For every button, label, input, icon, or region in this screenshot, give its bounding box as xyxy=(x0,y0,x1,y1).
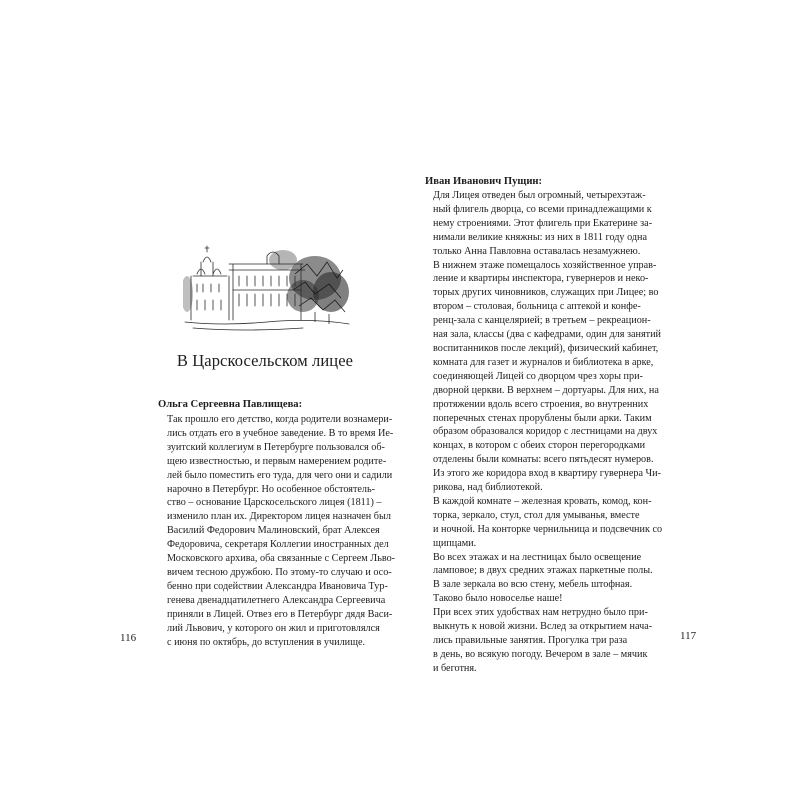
text-line: Федоровича, секретаря Коллегии иностранных дел xyxy=(167,539,389,551)
text-line: торка, зеркало, стул, стол для умыванья, вместе xyxy=(433,509,640,521)
text-line: нимали великие княжны: из них в 1811 году одна xyxy=(433,231,648,243)
text-line: нему строениями. Этот флигель при Екатерине за- xyxy=(433,217,653,229)
text-line: бенно при содействии Александра Ивановича Тур- xyxy=(167,580,388,592)
text-line: ренц-зала с канцелярией; в третьем – рекреацион- xyxy=(433,315,651,327)
text-line: ламповое; в двух средних этажах паркетные полы. xyxy=(433,565,653,577)
text-line: и ночной. На конторке чернильница и подсвечник со xyxy=(433,523,663,535)
text-line: В зале зеркала во всю стену, мебель штофная. xyxy=(433,579,633,591)
text-line: Во всех этажах и на лестницах было освещение xyxy=(433,551,642,563)
text-line: щею известностью, и первым намерением родите- xyxy=(167,455,387,467)
text-line: и беготня. xyxy=(433,662,477,674)
text-line: поперечных стенах прорублены были арки. Таким xyxy=(433,412,652,424)
text-line: втором – столовая, больница с аптекой и конфе- xyxy=(433,301,641,313)
text-line: генева двенадцатилетнего Александра Сергеевича xyxy=(167,594,386,606)
page-number-right: 117 xyxy=(680,630,697,642)
text-line: Из этого же коридора вход в квартиру гувернера Чи- xyxy=(433,468,662,480)
text-line: лись правильные занятия. Прогулка три раза xyxy=(433,635,628,646)
text-line: воспитанников после лекций), физический кабинет, xyxy=(433,342,659,354)
text-line: концах, в котором с обеих сторон перегородками xyxy=(433,440,646,452)
text-line: ный флигель дворца, со всеми принадлежащими к xyxy=(433,203,652,215)
text-line: зуитский коллегиум в Петербурге пользовался об- xyxy=(167,441,385,453)
author-right: Иван Иванович Пущин: xyxy=(425,176,543,187)
text-line: лий Львович, у которого он жил и приготовлялся xyxy=(167,622,380,634)
text-line: лей было поместить его туда, для чего они и садили xyxy=(167,469,393,481)
text-line: рикова, над библиотекой. xyxy=(433,482,543,494)
text-line: щипцами. xyxy=(433,537,477,549)
palace-sketch-icon xyxy=(183,234,351,334)
text-line: торых других чиновников, служащих при Лицее; во xyxy=(433,287,659,299)
text-line: Московского архива, оба связанные с Сергеем Льво- xyxy=(167,553,396,565)
text-line: ство – основание Царскосельского лицея (1811) – xyxy=(167,497,382,509)
text-line: образом образовался коридор с лестницами на двух xyxy=(433,426,658,438)
text-line: В нижнем этаже помещалось хозяйственное управ- xyxy=(433,259,657,271)
text-line: вичем тесною дружбою. По этому-то случаю и осо- xyxy=(167,566,392,578)
text-line: Василий Федорович Малиновский, брат Алексея xyxy=(167,525,380,537)
text-line: отделены были комнаты: всего пятьдесят нумеров. xyxy=(433,454,654,466)
text-line: протяжении вдоль всего строения, во внутренних xyxy=(433,398,649,410)
text-line: Таково было новоселье наше! xyxy=(433,593,563,605)
text-line: дворной церкви. В верхнем – дортуары. Для них, на xyxy=(433,384,659,396)
left-text-block xyxy=(167,413,396,649)
right-text-block xyxy=(433,189,669,676)
text-line: ление и квартиры инспектора, гувернеров и неко- xyxy=(433,273,649,285)
page-number-left: 116 xyxy=(120,632,137,644)
text-line: нарочно в Петербург. Но особенное обстоятель- xyxy=(167,483,376,495)
text-line: только Анна Павловна оставалась незамужнею. xyxy=(433,245,641,257)
text-line: комната для газет и журналов и библиотека в арке, xyxy=(433,356,654,368)
text-line: При всех этих удобствах нам нетрудно было при- xyxy=(433,607,648,619)
author-left: Ольга Сергеевна Павлищева: xyxy=(158,399,303,410)
text-line: с июня по октябрь, до вступления в училище. xyxy=(167,636,366,648)
chapter-title: В Царскосельском лицее xyxy=(176,351,354,370)
text-line: соединяющей Лицей со дворцом чрез хоры при- xyxy=(433,370,643,382)
text-line: Так прошло его детство, когда родители вознамери- xyxy=(167,414,393,425)
text-line: в день, во всякую погоду. Вечером в зале – мячик xyxy=(433,648,648,660)
text-line: приняли в Лицей. Отвез его в Петербург дядя Васи- xyxy=(167,608,393,620)
text-line: лись отдать его в учебное заведение. В то время Ие- xyxy=(167,427,394,439)
text-line: В каждой комнате – железная кровать, комод, кон- xyxy=(433,495,652,507)
text-line: Для Лицея отведен был огромный, четырехэтаж- xyxy=(433,190,646,201)
text-line: выкнуть к новой жизни. Вслед за открытием нача- xyxy=(433,621,653,633)
text-line: ная зала, классы (два с кафедрами, один для занятий xyxy=(433,329,661,341)
text-line: изменило план их. Директором лицея назначен был xyxy=(167,511,391,523)
